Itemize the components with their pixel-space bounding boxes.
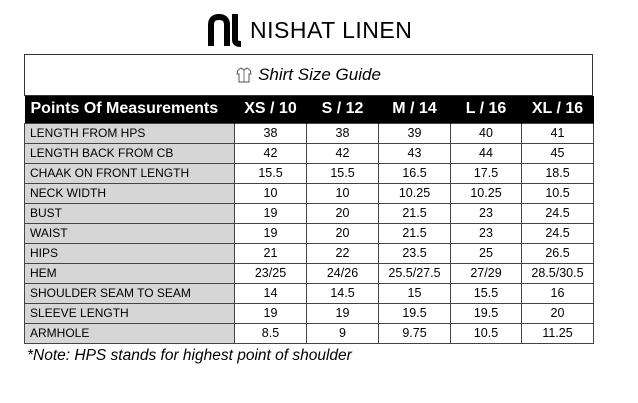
measurement-value: 23.5 bbox=[379, 243, 451, 263]
measurement-value: 19.5 bbox=[451, 303, 522, 323]
measurement-value: 20 bbox=[307, 203, 379, 223]
measurement-value: 15.5 bbox=[235, 163, 307, 183]
brand bbox=[208, 12, 412, 48]
measurement-value: 14 bbox=[235, 283, 307, 303]
measurement-value: 27/29 bbox=[451, 263, 522, 283]
guide-title-box bbox=[24, 54, 593, 96]
measurement-value: 41 bbox=[522, 123, 594, 143]
table-row bbox=[25, 243, 594, 263]
measurement-label: CHAAK ON FRONT LENGTH bbox=[25, 163, 235, 183]
measurement-value: 17.5 bbox=[451, 163, 522, 183]
size-header: S / 12 bbox=[307, 96, 379, 123]
measurement-value: 19 bbox=[307, 303, 379, 323]
measurement-value: 10.25 bbox=[451, 183, 522, 203]
measurement-value: 19 bbox=[235, 303, 307, 323]
measurement-label: HEM bbox=[25, 263, 235, 283]
measurement-value: 20 bbox=[307, 223, 379, 243]
measurement-value: 24.5 bbox=[522, 203, 594, 223]
measurement-value: 23/25 bbox=[235, 263, 307, 283]
measurement-value: 38 bbox=[235, 123, 307, 143]
guide-title: Shirt Size Guide bbox=[258, 65, 381, 84]
measurement-label: BUST bbox=[25, 203, 235, 223]
table-row bbox=[25, 163, 594, 183]
measurement-value: 19 bbox=[235, 223, 307, 243]
measurement-value: 25 bbox=[451, 243, 522, 263]
measurement-label: SHOULDER SEAM TO SEAM bbox=[25, 283, 235, 303]
size-header: M / 14 bbox=[379, 96, 451, 123]
table-row bbox=[25, 123, 594, 143]
footnote: *Note: HPS stands for highest point of shoulder bbox=[27, 347, 352, 364]
measurement-value: 24.5 bbox=[522, 223, 594, 243]
nl-monogram-icon bbox=[208, 13, 244, 47]
measurement-value: 16 bbox=[522, 283, 594, 303]
table-row bbox=[25, 323, 594, 343]
measurement-value: 14.5 bbox=[307, 283, 379, 303]
measurement-label: LENGTH FROM HPS bbox=[25, 123, 235, 143]
table-row bbox=[25, 143, 594, 163]
shirt-icon bbox=[236, 67, 252, 83]
table-row bbox=[25, 203, 594, 223]
measurement-value: 16.5 bbox=[379, 163, 451, 183]
measurement-label: HIPS bbox=[25, 243, 235, 263]
measurement-value: 15 bbox=[379, 283, 451, 303]
measurement-value: 24/26 bbox=[307, 263, 379, 283]
measurement-label: NECK WIDTH bbox=[25, 183, 235, 203]
measurement-value: 9 bbox=[307, 323, 379, 343]
measurement-value: 25.5/27.5 bbox=[379, 263, 451, 283]
measurement-value: 10.25 bbox=[379, 183, 451, 203]
measurement-value: 10 bbox=[307, 183, 379, 203]
measurement-value: 22 bbox=[307, 243, 379, 263]
measurement-value: 42 bbox=[307, 143, 379, 163]
measurement-value: 39 bbox=[379, 123, 451, 143]
table-row bbox=[25, 283, 594, 303]
measurement-value: 21.5 bbox=[379, 223, 451, 243]
measurement-value: 20 bbox=[522, 303, 594, 323]
measurement-value: 19 bbox=[235, 203, 307, 223]
table-row bbox=[25, 303, 594, 323]
size-header-row bbox=[25, 96, 594, 123]
measurement-value: 26.5 bbox=[522, 243, 594, 263]
measurement-header: Points Of Measurements bbox=[25, 96, 235, 123]
measurement-value: 43 bbox=[379, 143, 451, 163]
measurement-value: 38 bbox=[307, 123, 379, 143]
measurement-value: 10.5 bbox=[451, 323, 522, 343]
size-header: L / 16 bbox=[451, 96, 522, 123]
measurement-value: 15.5 bbox=[307, 163, 379, 183]
measurement-value: 15.5 bbox=[451, 283, 522, 303]
measurement-value: 28.5/30.5 bbox=[522, 263, 594, 283]
measurement-value: 21 bbox=[235, 243, 307, 263]
size-header: XL / 16 bbox=[522, 96, 594, 123]
measurement-value: 40 bbox=[451, 123, 522, 143]
measurement-value: 9.75 bbox=[379, 323, 451, 343]
measurement-label: SLEEVE LENGTH bbox=[25, 303, 235, 323]
size-table bbox=[24, 96, 594, 344]
measurement-value: 19.5 bbox=[379, 303, 451, 323]
table-row bbox=[25, 223, 594, 243]
measurement-value: 45 bbox=[522, 143, 594, 163]
measurement-label: LENGTH BACK FROM CB bbox=[25, 143, 235, 163]
table-row bbox=[25, 183, 594, 203]
measurement-value: 18.5 bbox=[522, 163, 594, 183]
brand-name: NISHAT LINEN bbox=[250, 16, 413, 43]
measurement-value: 44 bbox=[451, 143, 522, 163]
measurement-value: 21.5 bbox=[379, 203, 451, 223]
measurement-value: 23 bbox=[451, 223, 522, 243]
measurement-value: 42 bbox=[235, 143, 307, 163]
table-row bbox=[25, 263, 594, 283]
measurement-value: 10 bbox=[235, 183, 307, 203]
measurement-value: 10.5 bbox=[522, 183, 594, 203]
measurement-label: WAIST bbox=[25, 223, 235, 243]
measurement-value: 11.25 bbox=[522, 323, 594, 343]
measurement-label: ARMHOLE bbox=[25, 323, 235, 343]
size-header: XS / 10 bbox=[235, 96, 307, 123]
measurement-value: 23 bbox=[451, 203, 522, 223]
measurement-value: 8.5 bbox=[235, 323, 307, 343]
